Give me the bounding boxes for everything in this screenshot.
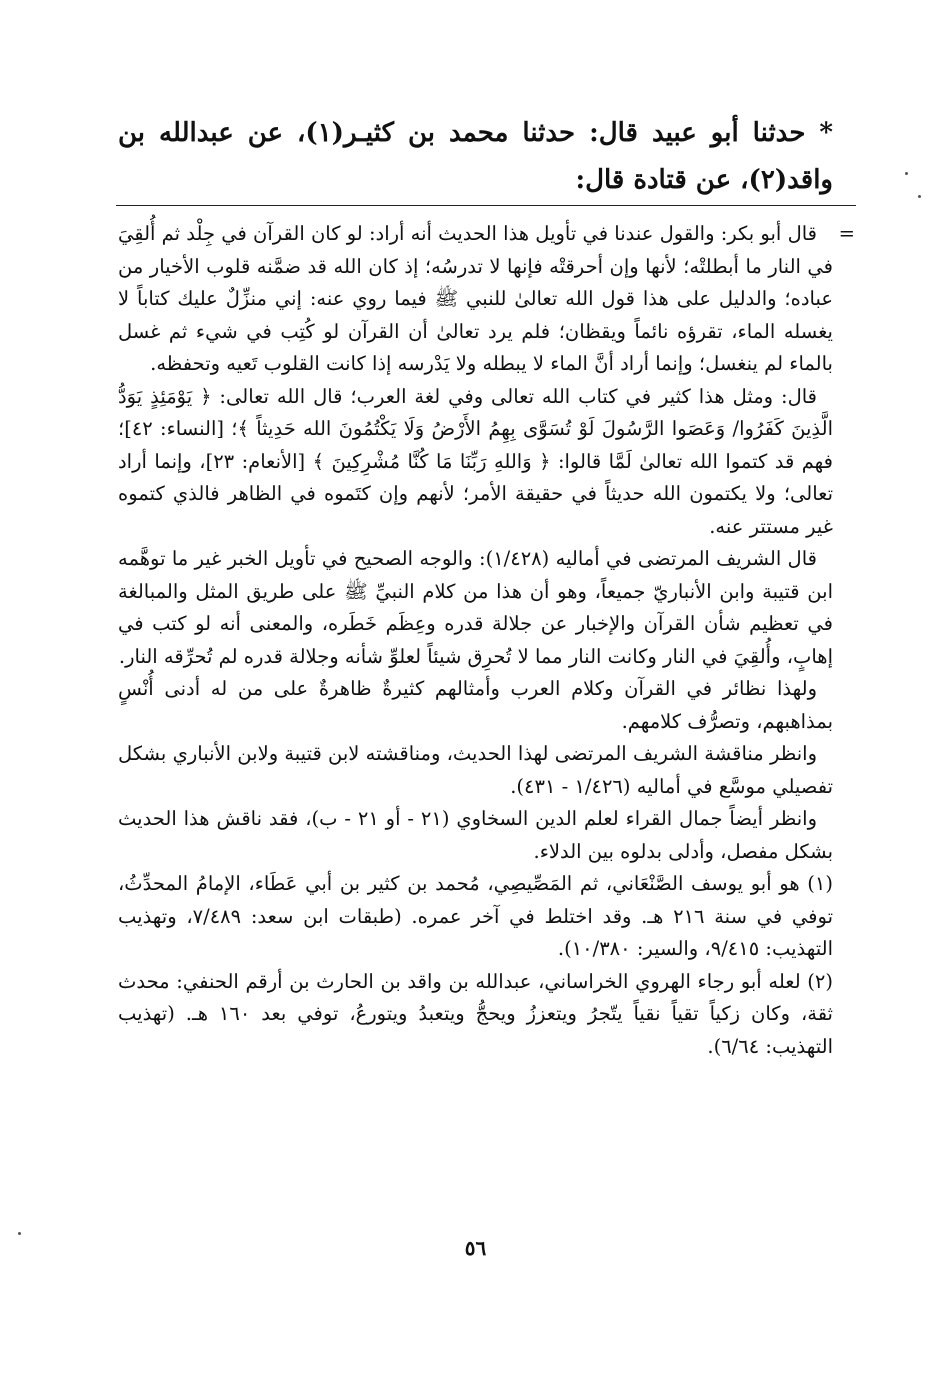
- notes-section: [118, 218, 855, 1063]
- scan-speck: [18, 1232, 21, 1235]
- continuation-mark: =: [838, 222, 855, 245]
- footnote-2: (٢) لعله أبو رجاء الهروي الخراساني، عبدالله بن واقد بن الحارث بن أرقم الحنفي: محدث ثقة، وكان زكياً تقياً نقياً يتّجرُ ويتعززُ ويحجُّ ويتعبدُ ويتورعُ، توفي بعد ١٦٠ هـ. (تهذيب التهذيب: ٦/٦٤).: [118, 969, 833, 1058]
- commentary-paragraph: قال: ومثل هذا كثير في كتاب الله تعالى وفي لغة العرب؛ قال الله تعالى: ﴿ يَوْمَئِذٍ يَوَدُّ الَّذِينَ كَفَرُوا/ وَعَصَوا الرَّسُولَ لَوْ تُسَوَّى بِهِمُ الأَرْضُ وَلَا يَكْتُمُونَ الله حَدِيثاً ﴾؛ [النساء: ٤٢]؛ فهم قد كتموا الله تعالىٰ لَمَّا قالوا: ﴿ وَاللهِ رَبِّنَا مَا كُنَّا مُشْرِكِينَ ﴾ [الأنعام: ٢٣]، وإنما أراد تعالى؛ ولا يكتمون الله حديثاً في حقيقة الأمر؛ لأنهم وإن كتَموه في الظاهر فالذي كتموه غير مستتر عنه.: [118, 384, 833, 538]
- page-number: ٥٦: [464, 1236, 487, 1260]
- footnote-separator: [116, 205, 856, 206]
- commentary-paragraph: وانظر أيضاً جمال القراء لعلم الدين السخاوي (٢١ - أو ٢١ - ب)، فقد ناقش هذا الحديث بشكل مفصل، وأدلى بدلوه بين الدلاء.: [118, 807, 833, 863]
- scan-speck: [918, 195, 921, 198]
- commentary-paragraph: ولهذا نظائر في القرآن وكلام العرب وأمثالهم كثيرةٌ ظاهرةٌ على من له أدنى أُنْسٍ بمذاهبهم، وتصرُّف كلامهم.: [118, 677, 833, 733]
- main-text: * حدثنا أبو عبيد قال: حدثنا محمد بن كثيـر(١)، عن عبدالله بن واقد(٢)، عن قتادة قال:: [118, 118, 833, 195]
- scan-speck: [905, 172, 908, 175]
- footnote-1: (١) هو أبو يوسف الصَّنْعَاني، ثم المَصِّيصِي، مُحمد بن كثير بن أبي عَطَاء، الإمامُ المحدِّثُ، توفي في سنة ٢١٦ هـ. وقد اختلط في آخر عمره. (طبقات ابن سعد: ٧/٤٨٩، وتهذيب التهذيب: ٩/٤١٥، والسير: ١٠/٣٨٠).: [118, 872, 833, 960]
- commentary-paragraph: قال أبو بكر: والقول عندنا في تأويل هذا الحديث أنه أراد: لو كان القرآن في جِلْد ثم أُلقِيَ في النار ما أبطلتْه؛ لأنها وإن أحرقتْه فإنها لا تدرسُه؛ إذ كان الله قد ضمَّنه قلوب الأخيار من عباده؛ والدليل على هذا قول الله تعالىٰ للنبي ﷺ فيما روي عنه: إني منزِّلٌ عليك كتاباً لا يغسله الماء، تقرؤه نائماً ويقظان؛ فلم يرد تعالىٰ أن القرآن لو كُتِب في شيء ثم غسل بالماء لم ينغسل؛ وإنما أراد أنَّ الماء لا يبطله ولا يَدْرسه إذا كانت القلوب تَعيه وتحفظه.: [118, 222, 833, 375]
- commentary-paragraph: وانظر مناقشة الشريف المرتضى لهذا الحديث، ومناقشته لابن قتيبة ولابن الأنباري بشكل تفصيلي موسَّع في أماليه (١/٤٢٦ - ٤٣١).: [118, 742, 833, 798]
- commentary-paragraph: قال الشريف المرتضى في أماليه (١/٤٢٨): والوجه الصحيح في تأويل الخبر غير ما توهَّمه ابن قتيبة وابن الأنباريّ جميعاً، وهو أن هذا من كلام النبيِّ ﷺ على طريق المثل والمبالغة في تعظيم شأن القرآن والإخبار عن جلالة قدره وعِظَم خَطَره، والمعنى أنه لو كتب في إهابٍ، وأُلقِيَ في النار وكانت النار مما لا تُحرِق شيئاً لعلوِّ شأنه وجلالة قدره لم تُحرِّقه النار.: [118, 547, 833, 668]
